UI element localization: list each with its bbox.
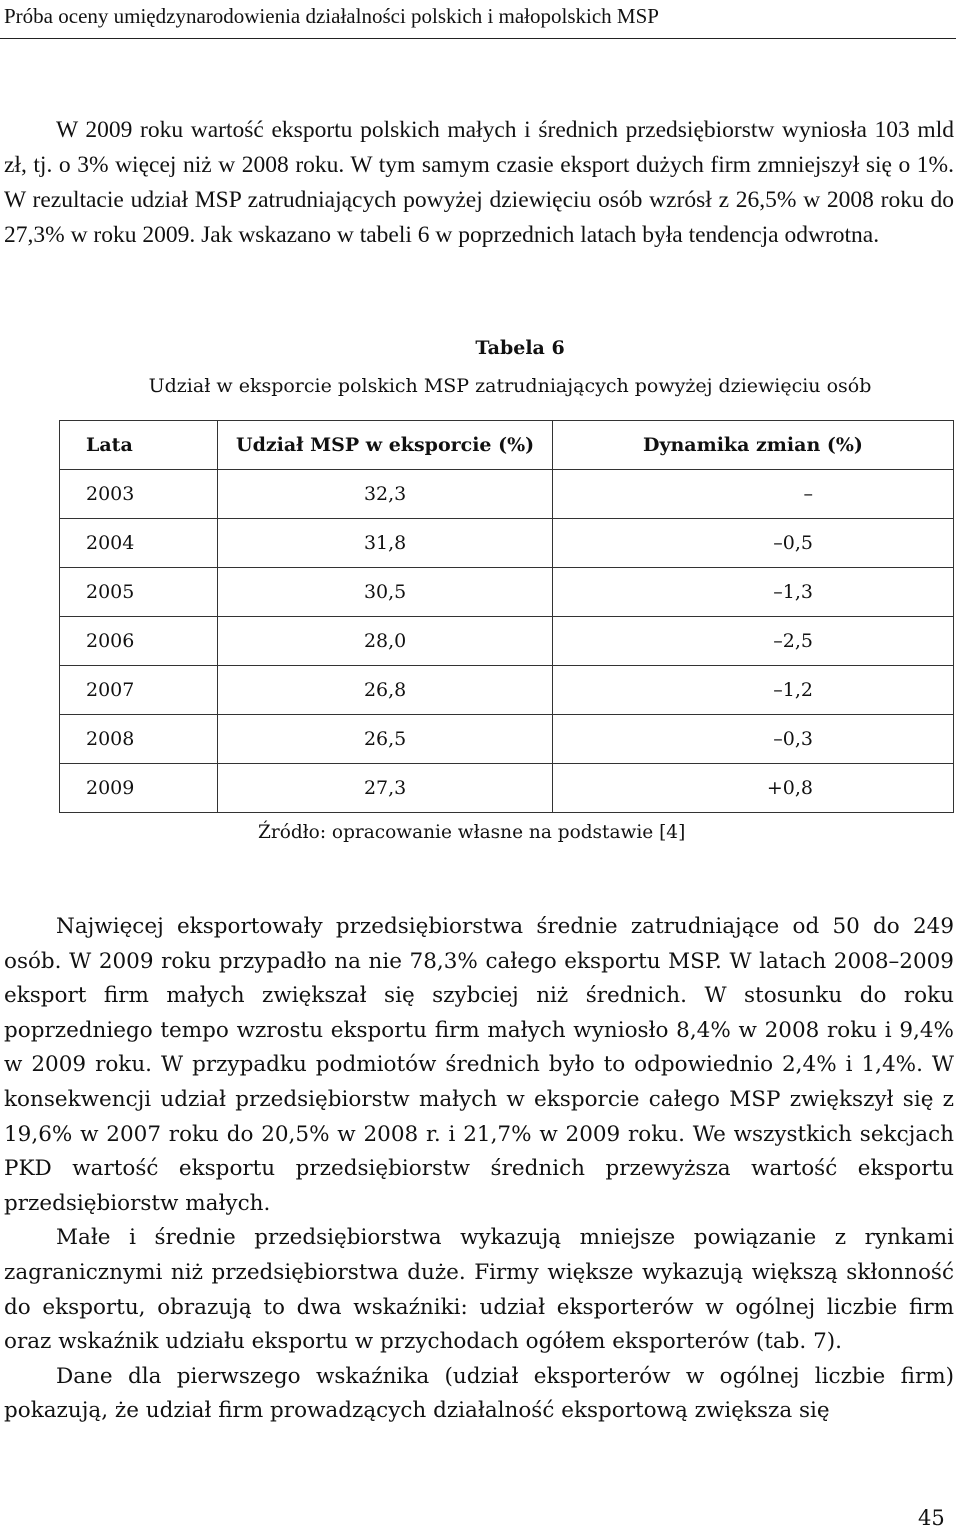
body-paragraph: Najwięcej eksportowały przedsiębiorstwa średnie zatrudniające od 50 do 249 osób. W 2009 roku przypadło na nie 78,3% całego eksportu MSP. W latach 2008–2009 eksport firm małych zwiększał się szybciej niż średnich. W stosunku do roku poprzedniego tempo wzrostu eksportu firm małych wyniosło 8,4% w 2008 roku i 9,4% w 2009 roku. W przypadku podmiotów średnich było to odpowiednio 2,4% i 1,4%. W konsekwencji udział przedsiębiorstw małych w eksporcie całego MSP zwiększył się z 19,6% w 2007 roku do 20,5% w 2008 r. i 21,7% w 2009 roku. We wszystkich sekcjach PKD wartość eksportu przedsiębiorstw średnich przewyższa wartość eksportu przedsiębiorstw małych. [4,914,954,1216]
table-row [60,470,954,519]
cell-year: 2005 [60,568,218,617]
cell-share: 30,5 [218,568,553,617]
cell-year: 2007 [60,666,218,715]
body-paragraph: Małe i średnie przedsiębiorstwa wykazują mniejsze powiązanie z rynkami zagranicznymi niż przedsiębiorstwa duże. Firmy większe wykazują większą skłonność do eksportu, obrazują to dwa wskaźniki: udział eksporterów w ogólnej liczbie firm oraz wskaźnik udziału eksportu w przychodach ogółem eksporterów (tab. 7). [4,1225,954,1355]
header-years: Lata [60,421,218,470]
table-row [60,568,954,617]
body-paragraph: Dane dla pierwszego wskaźnika (udział eksporterów w ogólnej liczbie firm) pokazują, że udział firm prowadzących działalność eksportową zwiększa się [4,1363,954,1424]
cell-share: 32,3 [218,470,553,519]
header-dynamics: Dynamika zmian (%) [552,421,953,470]
table-header-row [60,421,954,470]
cell-year: 2004 [60,519,218,568]
cell-share: 26,5 [218,715,553,764]
table-number: Tabela 6 [475,337,565,359]
header-rule [0,38,956,39]
table-row [60,715,954,764]
cell-share: 31,8 [218,519,553,568]
table-row [60,764,954,813]
cell-year: 2008 [60,715,218,764]
cell-share: 28,0 [218,617,553,666]
cell-dynamics: – [552,470,953,519]
table-title: Udział w eksporcie polskich MSP zatrudniających powyżej dziewięciu osób [148,375,872,397]
cell-year: 2003 [60,470,218,519]
cell-dynamics: –0,3 [552,715,953,764]
cell-year: 2006 [60,617,218,666]
cell-dynamics: –2,5 [552,617,953,666]
cell-year: 2009 [60,764,218,813]
cell-share: 27,3 [218,764,553,813]
export-share-table [59,420,954,813]
table-row [60,617,954,666]
running-head: Próba oceny umiędzynarodowienia działalności polskich i małopolskich MSP [4,4,659,28]
table-source-note: Źródło: opracowanie własne na podstawie [4] [258,822,686,843]
cell-share: 26,8 [218,666,553,715]
intro-paragraph: W 2009 roku wartość eksportu polskich małych i średnich przedsiębiorstw wyniosła 103 mld zł, tj. o 3% więcej niż w 2008 roku. W tym samym czasie eksport dużych firm zmniejszył się o 1%. W rezultacie udział MSP zatrudniających powyżej dziewięciu osób wzrósł z 26,5% w 2008 roku do 27,3% w roku 2009. Jak wskazano w tabeli 6 w poprzednich latach była tendencja odwrotna. [4,117,954,248]
cell-dynamics: –0,5 [552,519,953,568]
cell-dynamics: +0,8 [552,764,953,813]
table-row [60,666,954,715]
header-share: Udział MSP w eksporcie (%) [218,421,553,470]
body-text [4,910,954,1429]
cell-dynamics: –1,3 [552,568,953,617]
table-row [60,519,954,568]
cell-dynamics: –1,2 [552,666,953,715]
page-number: 45 [918,1506,945,1530]
